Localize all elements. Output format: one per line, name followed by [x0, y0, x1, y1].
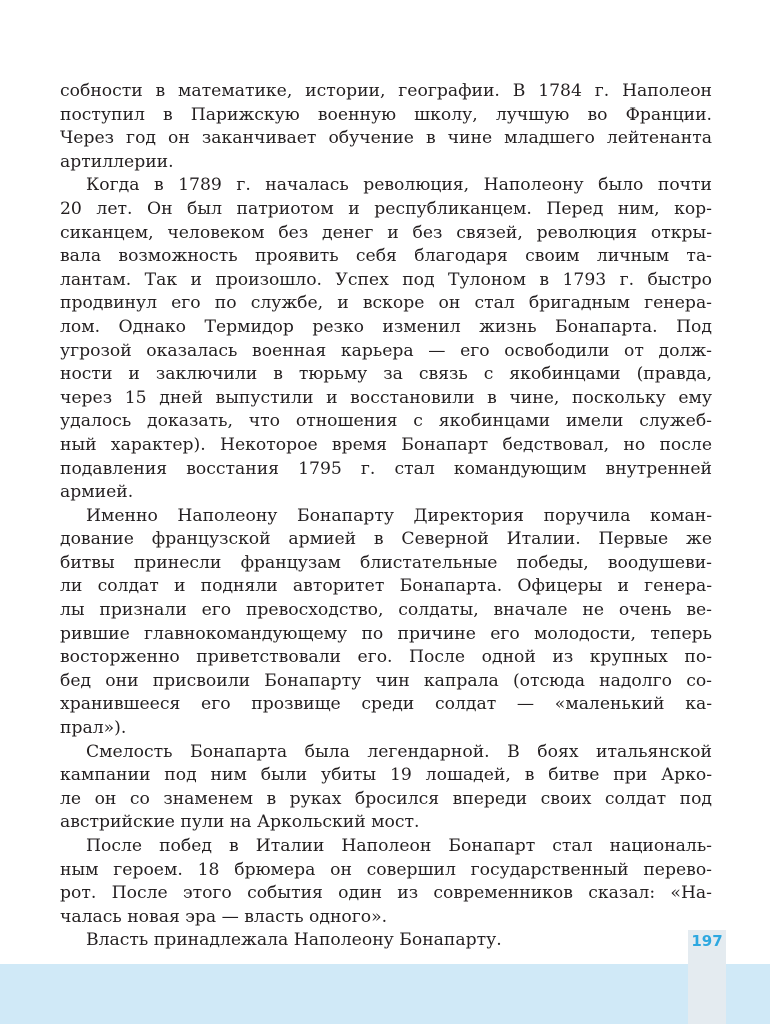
paragraph [60, 174, 712, 504]
text-line: После побед в Италии Наполеон Бонапарт стал националь- [86, 836, 712, 856]
text-line: ли солдат и подняли авторитет Бонапарта. Офицеры и генера- [60, 576, 712, 597]
text-line: ле он со знаменем в руках бросился впереди своих солдат под [60, 788, 712, 809]
text-line: Именно Наполеону Бонапарту Директория поручила коман- [86, 505, 712, 526]
text-line: хранившееся его прозвище среди солдат — «маленький ка- [60, 694, 712, 715]
page-text [60, 80, 712, 953]
text-line: Через год он заканчивает обучение в чине младшего лейтенанта [60, 128, 712, 149]
text-line: собности в математике, истории, географии. В 1784 г. Наполеон [60, 81, 712, 101]
text-line: австрийские пули на Аркольский мост. [60, 812, 420, 833]
text-line: Смелость Бонапарта была легендарной. В боях итальянской [86, 741, 712, 762]
text-line: поступил в Парижскую военную школу, лучшую во Франции. [60, 104, 712, 125]
text-line: бед они присвоили Бонапарту чин капрала (отсюда надолго со- [60, 670, 712, 691]
text-line: дование французской армией в Северной Италии. Первые же [60, 529, 712, 550]
page-number: 197 [691, 932, 723, 950]
text-line: битвы принесли французам блистательные победы, воодушеви- [60, 552, 712, 573]
text-line: ным героем. 18 брюмера он совершил государственный перево- [60, 859, 712, 880]
text-line: вала возможность проявить себя благодаря своим личным та- [60, 246, 712, 267]
text-line: через 15 дней выпустили и восстановили в чине, поскольку ему [60, 387, 712, 408]
text-line: кампании под ним были убиты 19 лошадей, в битве при Арко- [60, 765, 712, 786]
paragraph [60, 741, 712, 835]
text-line: продвинул его по службе, и вскоре он стал бригадным генера- [60, 293, 712, 314]
paragraph [60, 505, 712, 741]
text-line: подавления восстания 1795 г. стал командующим внутренней [60, 458, 712, 479]
text-line: лы признали его превосходство, солдаты, вначале не очень ве- [60, 600, 712, 621]
text-line: рившие главнокомандующему по причине его молодости, теперь [60, 623, 712, 644]
text-line: лом. Однако Термидор резко изменил жизнь Бонапарта. Под [60, 316, 712, 337]
text-line: армией. [60, 482, 134, 503]
text-line: Когда в 1789 г. началась революция, Наполеону было почти [86, 175, 712, 196]
text-line: сиканцем, человеком без денег и без связей, революция откры- [60, 222, 712, 243]
text-line: прал»). [60, 718, 127, 739]
paragraph [60, 929, 712, 953]
paragraph [60, 80, 712, 174]
paragraph [60, 835, 712, 929]
text-line: артиллерии. [60, 151, 174, 172]
text-line: Власть принадлежала Наполеону Бонапарту. [86, 930, 502, 951]
text-line: рот. После этого события один из современников сказал: «На- [60, 883, 712, 904]
text-line: лантам. Так и произошло. Успех под Тулоном в 1793 г. быстро [60, 269, 712, 290]
text-line: угрозой оказалась военная карьера — его освободили от долж- [60, 340, 712, 361]
text-line: восторженно приветствовали его. После одной из крупных по- [60, 647, 712, 668]
text-line: ности и заключили в тюрьму за связь с якобинцами (правда, [60, 364, 712, 385]
text-line: ный характер). Некоторое время Бонапарт бедствовал, но после [60, 434, 712, 455]
text-line: 20 лет. Он был патриотом и республиканцем. Перед ним, кор- [60, 198, 712, 219]
text-line: чалась новая эра — власть одного». [60, 906, 388, 927]
footer-band [0, 964, 770, 1024]
text-line: удалось доказать, что отношения с якобинцами имели служеб- [60, 411, 712, 432]
